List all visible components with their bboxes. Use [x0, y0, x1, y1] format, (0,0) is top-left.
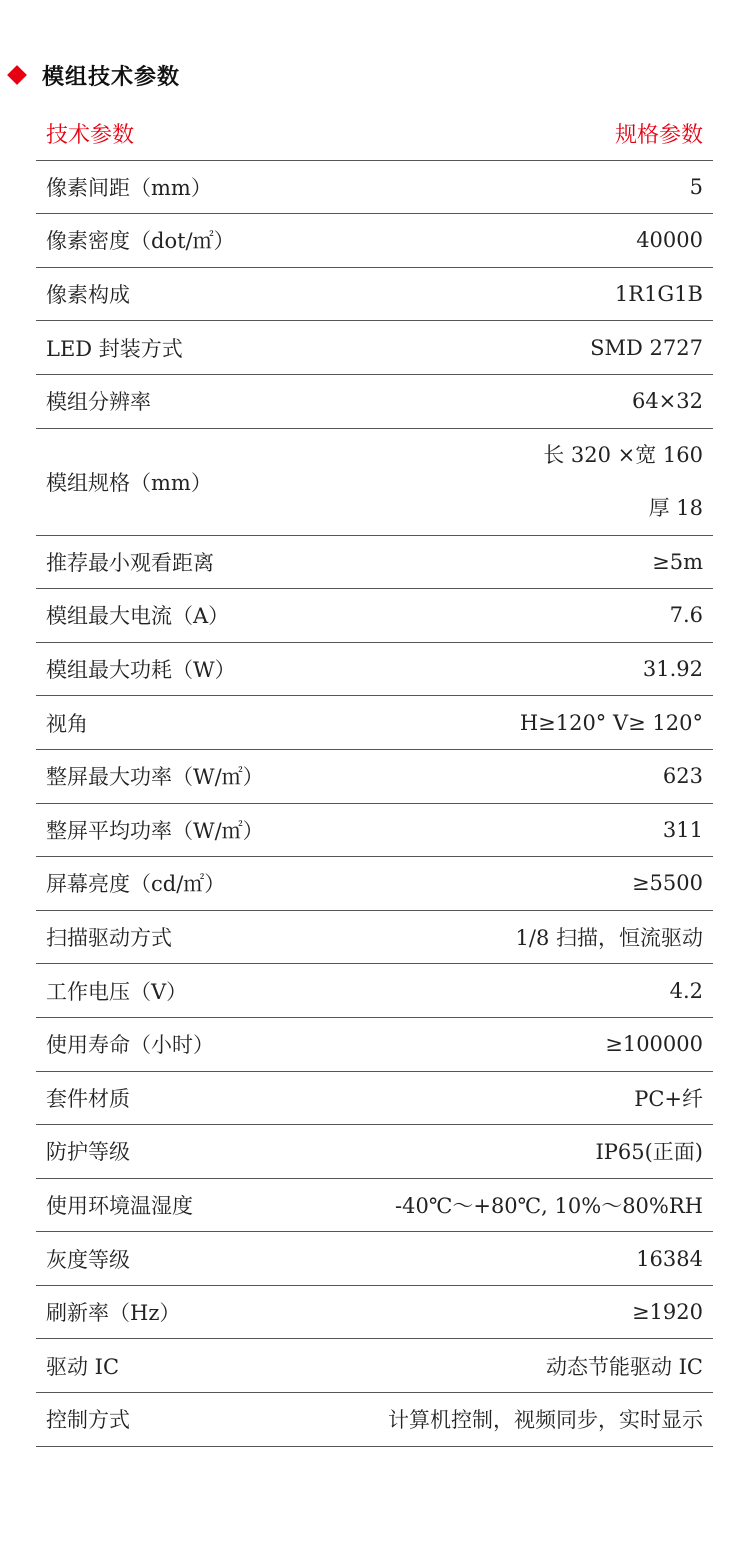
- spec-table: [36, 107, 713, 1447]
- section-title: 模组技术参数: [42, 64, 181, 90]
- spec-value: ≥100000: [605, 1032, 703, 1057]
- spec-label: 推荐最小观看距离: [46, 550, 214, 575]
- table-row: [36, 1072, 713, 1126]
- spec-label: 整屏平均功率（W/㎡）: [46, 818, 264, 843]
- table-row: [36, 1286, 713, 1340]
- spec-label: 使用环境温湿度: [46, 1193, 193, 1218]
- table-header-row: [36, 107, 713, 161]
- spec-label: 控制方式: [46, 1408, 130, 1433]
- spec-value: 16384: [636, 1246, 703, 1271]
- table-row: [36, 161, 713, 215]
- diamond-bullet-icon: [7, 65, 27, 85]
- spec-value: 623: [662, 764, 703, 789]
- table-row: [36, 1125, 713, 1179]
- table-row: [36, 214, 713, 268]
- spec-label: 视角: [46, 711, 88, 736]
- spec-label: 像素构成: [46, 283, 130, 308]
- spec-label: 扫描驱动方式: [46, 926, 172, 951]
- spec-value: ≥5m: [652, 549, 703, 574]
- spec-value: 计算机控制，视频同步，实时显示: [388, 1408, 703, 1433]
- spec-label: 模组最大电流（A）: [46, 604, 230, 629]
- table-row: [36, 1179, 713, 1233]
- spec-label: 像素密度（dot/㎡）: [46, 229, 235, 254]
- spec-value: 40000: [636, 228, 703, 253]
- spec-label: 使用寿命（小时）: [46, 1033, 214, 1058]
- spec-value: 动态节能驱动 IC: [545, 1354, 703, 1379]
- spec-label: LED 封装方式: [46, 336, 183, 361]
- spec-label: 模组最大功耗（W）: [46, 658, 236, 683]
- spec-value: IP65(正面): [595, 1140, 703, 1165]
- table-row: [36, 589, 713, 643]
- table-row: [36, 1393, 713, 1447]
- table-row: [36, 857, 713, 911]
- spec-label: 工作电压（V）: [46, 979, 188, 1004]
- spec-value-group: [543, 429, 703, 535]
- spec-label: 模组分辨率: [46, 390, 151, 415]
- spec-value: 7.6: [669, 603, 703, 628]
- spec-value: ≥5500: [631, 871, 703, 896]
- spec-value-secondary: 厚 18: [648, 495, 703, 520]
- table-row: [36, 375, 713, 429]
- spec-label: 驱动 IC: [46, 1354, 120, 1379]
- table-row: [36, 536, 713, 590]
- spec-label: 刷新率（Hz）: [46, 1301, 181, 1326]
- spec-value: 1R1G1B: [614, 282, 703, 307]
- table-row: [36, 1018, 713, 1072]
- spec-value: 31.92: [642, 657, 703, 682]
- header-value: 规格参数: [614, 122, 703, 148]
- table-row: [36, 1339, 713, 1393]
- table-row: [36, 964, 713, 1018]
- spec-label: 像素间距（mm）: [46, 175, 212, 200]
- spec-value: 长 320 ×宽 160: [543, 442, 703, 467]
- spec-value: -40℃～+80℃, 10%～80%RH: [395, 1193, 703, 1218]
- spec-label: 防护等级: [46, 1140, 130, 1165]
- spec-label: 套件材质: [46, 1086, 130, 1111]
- table-row: [36, 321, 713, 375]
- table-row: [36, 804, 713, 858]
- spec-value: PC+纤: [634, 1086, 703, 1111]
- table-row: [36, 696, 713, 750]
- table-row: [36, 643, 713, 697]
- spec-label: 整屏最大功率（W/㎡）: [46, 765, 264, 790]
- table-row: [36, 1232, 713, 1286]
- table-row: [36, 429, 713, 536]
- table-row: [36, 750, 713, 804]
- table-body: [36, 161, 713, 1447]
- spec-value: H≥120° V≥ 120°: [519, 710, 703, 735]
- spec-value: 64×32: [631, 389, 703, 414]
- table-row: [36, 268, 713, 322]
- spec-value: SMD 2727: [590, 335, 703, 360]
- spec-value: 1/8 扫描，恒流驱动: [515, 926, 703, 951]
- section-heading: [6, 58, 180, 92]
- table-row: [36, 911, 713, 965]
- spec-label: 模组规格（mm）: [46, 470, 212, 495]
- spec-value: 4.2: [669, 978, 703, 1003]
- spec-value: ≥1920: [631, 1300, 703, 1325]
- spec-value: 311: [662, 817, 703, 842]
- header-label: 技术参数: [46, 122, 135, 148]
- spec-value: 5: [689, 174, 703, 199]
- spec-label: 灰度等级: [46, 1247, 130, 1272]
- spec-label: 屏幕亮度（cd/㎡）: [46, 872, 226, 897]
